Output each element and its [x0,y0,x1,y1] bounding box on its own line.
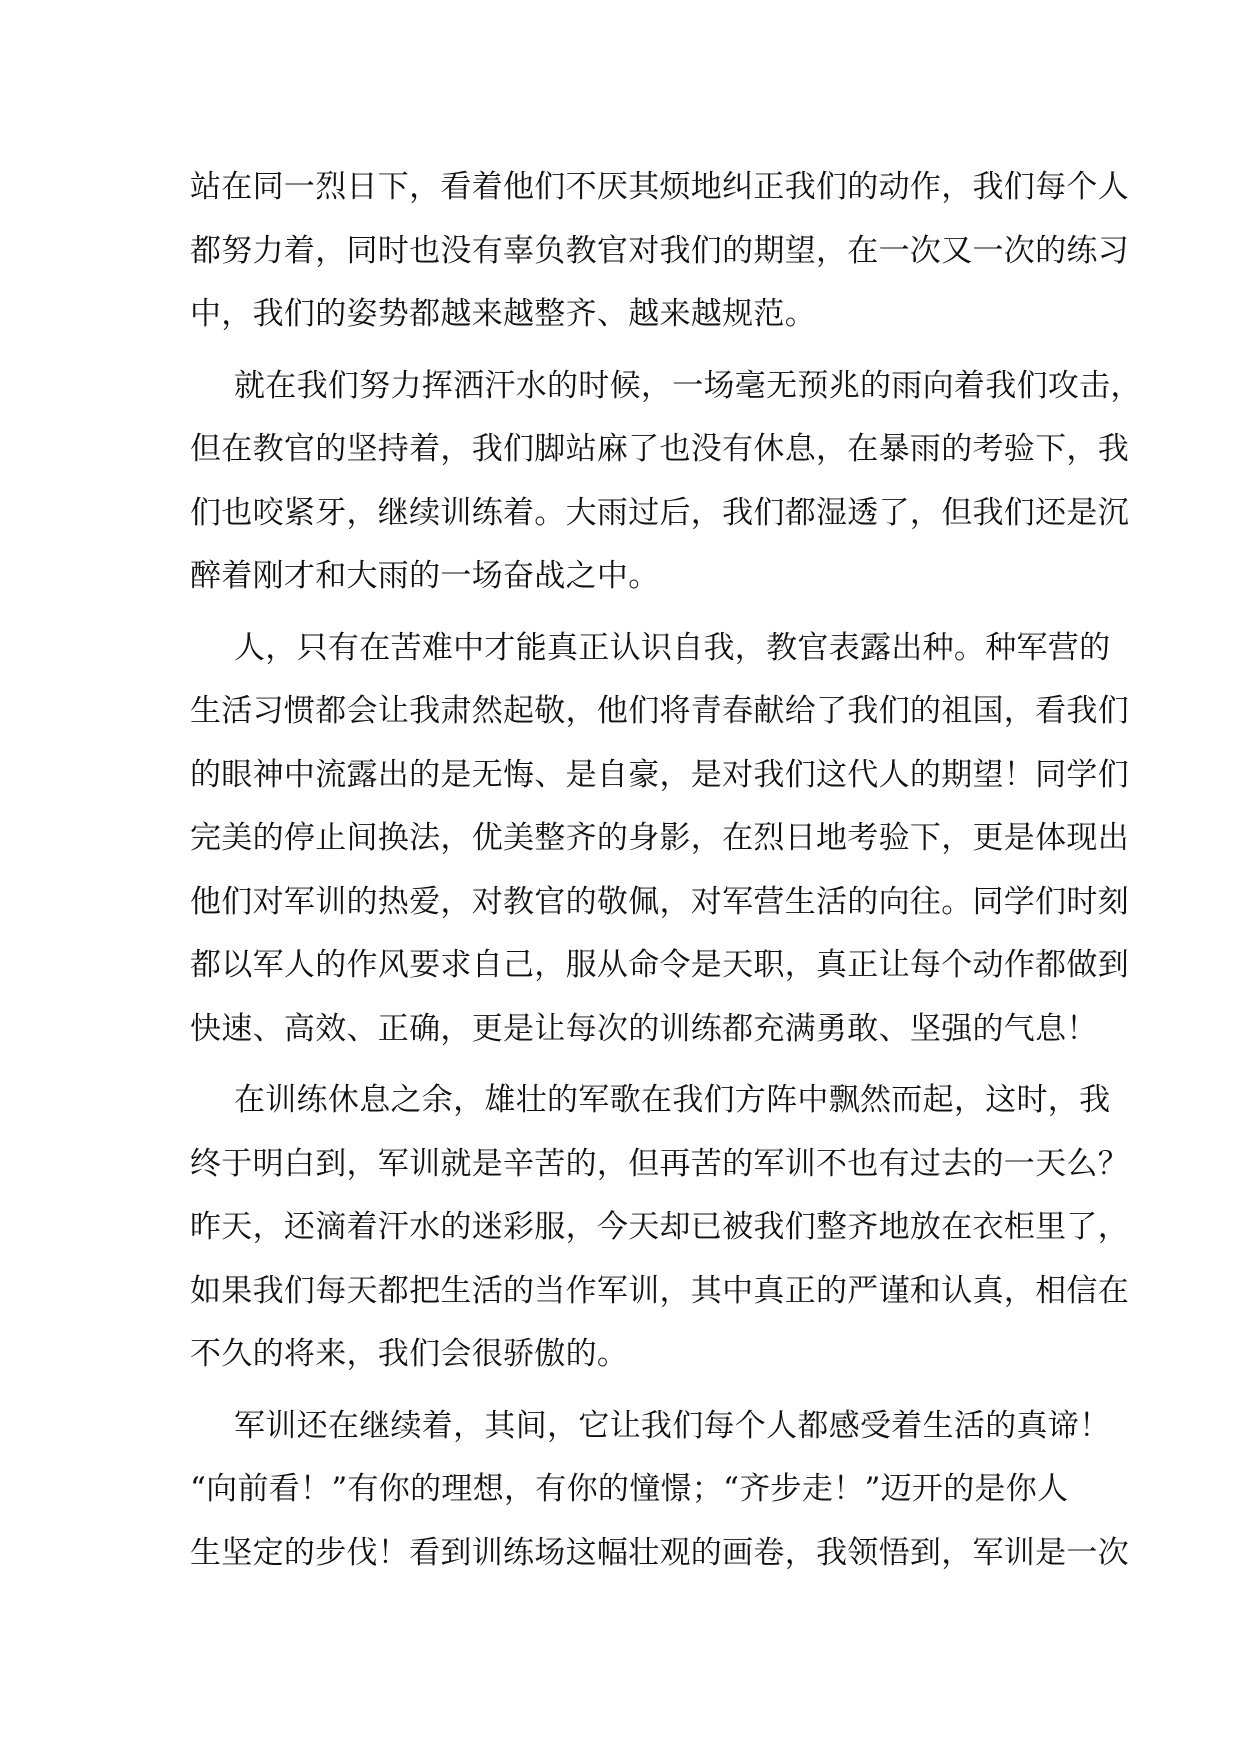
text-line: 的眼神中流露出的是无悔、是自豪，是对我们这代人的期望！同学们 [190,756,1129,793]
text-line: 终于明白到，军训就是辛苦的，但再苦的军训不也有过去的一天么？ [190,1145,1129,1182]
paragraph-2 [190,355,1142,609]
text-line: “向前看！”有你的理想，有你的憧憬；“齐步走！”迈开的是你人 [190,1471,1069,1507]
text-line: 就在我们努力挥洒汗水的时候，一场毫无预兆的雨向着我们攻击， [234,367,1142,404]
text-line: 但在教官的坚持着，我们脚站麻了也没有休息，在暴雨的考验下，我 [190,431,1129,467]
text-line: 生活习惯都会让我肃然起敬，他们将青春献给了我们的祖国，看我们 [190,693,1129,729]
paragraph-5 [190,1395,1129,1586]
paragraph-4 [190,1069,1129,1387]
text-line: 们也咬紧牙，继续训练着。大雨过后，我们都湿透了，但我们还是沉 [190,494,1129,531]
text-line: 完美的停止间换法，优美整齐的身影，在烈日地考验下，更是体现出 [190,820,1129,856]
text-line: 站在同一烈日下，看着他们不厌其烦地纠正我们的动作，我们每个人 [190,169,1129,205]
text-line: 生坚定的步伐！看到训练场这幅壮观的画卷，我领悟到，军训是一次 [190,1534,1129,1571]
text-line: 军训还在继续着，其间，它让我们每个人都感受着生活的真谛！ [234,1407,1111,1444]
body-text [190,156,1142,1593]
text-line: 中，我们的姿势都越来越整齐、越来越规范。 [190,296,816,332]
text-line: 在训练休息之余，雄壮的军歌在我们方阵中飘然而起，这时，我 [234,1082,1111,1118]
text-line: 都以军人的作风要求自己，服从命令是天职，真正让每个动作都做到 [190,947,1129,983]
text-line: 人，只有在苦难中才能真正认识自我，教官表露出种。种军营的 [234,629,1111,666]
text-line: 不久的将来，我们会很骄傲的。 [190,1336,629,1372]
text-line: 昨天，还滴着汗水的迷彩服，今天却已被我们整齐地放在衣柜里了， [190,1209,1129,1245]
text-line: 如果我们每天都把生活的当作军训，其中真正的严谨和认真，相信在 [190,1272,1129,1309]
text-line: 都努力着，同时也没有辜负教官对我们的期望，在一次又一次的练习 [190,232,1129,269]
text-line: 醉着刚才和大雨的一场奋战之中。 [190,558,660,594]
paragraph-3 [190,617,1129,1062]
text-line: 他们对军训的热爱，对教官的敬佩，对军营生活的向往。同学们时刻 [190,883,1129,920]
text-line: 快速、高效、正确，更是让每次的训练都充满勇敢、坚强的气息！ [190,1010,1098,1047]
paragraph-1 [190,156,1129,347]
